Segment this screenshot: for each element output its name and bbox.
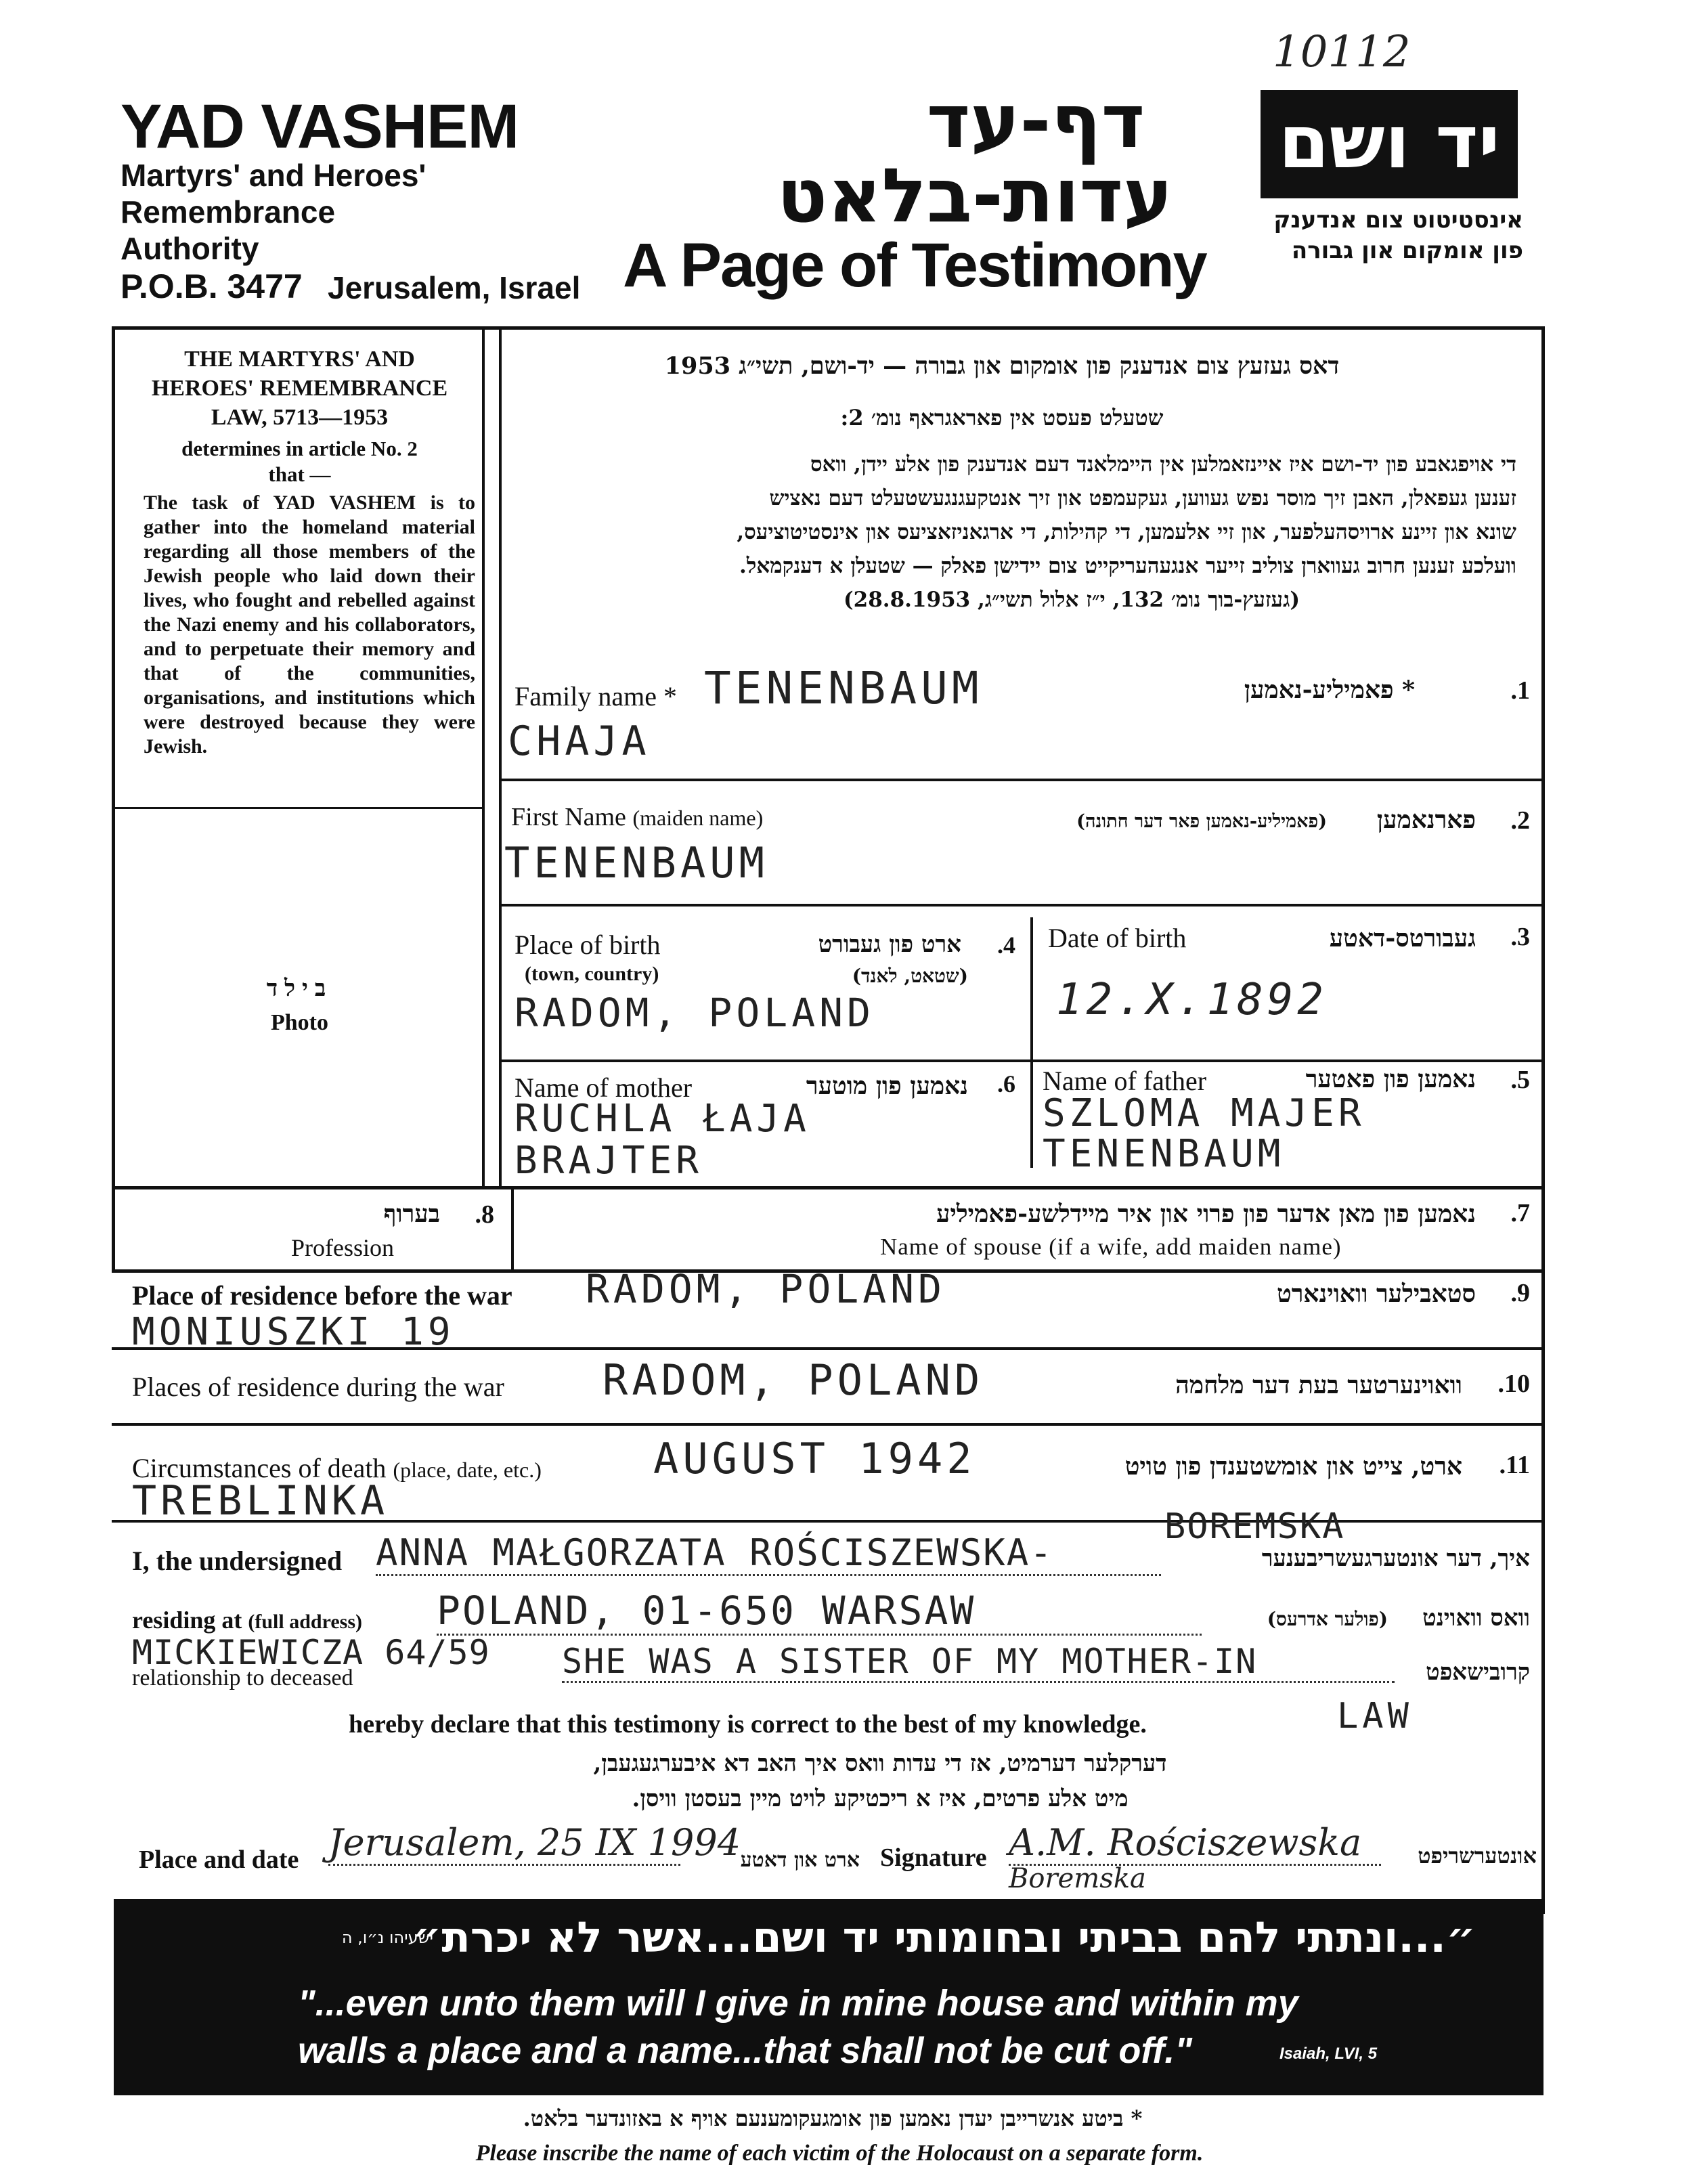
footer-yiddish: * ביטע אנשרייבן יעדן נאמען פון אומגעקומענעם אויף א באזונדער בלאט. [523, 2105, 1143, 2131]
yiddish-law-7: (געזעץ-בוך נומ׳ 132, י״ז אלול תשי״ג, 28.8.1953) [844, 588, 1300, 612]
circumstances-yiddish: ארט, צייט און אומשטענדן פון טויט [1124, 1452, 1462, 1481]
field-6-number: .6 [997, 1070, 1015, 1097]
signature-yiddish: אונטערשריפט [1418, 1843, 1537, 1869]
father-name-label: Name of father [1043, 1066, 1207, 1096]
field-5-number: .5 [1510, 1066, 1530, 1094]
row-line-1 [499, 779, 1543, 781]
field-7-number: .7 [1510, 1199, 1530, 1227]
field-3-number: .3 [1510, 923, 1530, 951]
circumstances-value-2[interactable]: TREBLINKA [132, 1477, 389, 1525]
first-name-label-note: (maiden name) [632, 806, 764, 830]
law-box-right [482, 326, 485, 1186]
residing-label-note: (full address) [248, 1611, 362, 1633]
date-of-birth-label: Date of birth [1048, 923, 1187, 953]
row-line-7 [112, 1423, 1543, 1426]
form-right-border [1541, 326, 1545, 1914]
circumstances-label-text: Circumstances of death [132, 1453, 387, 1483]
law-heading-2: HEROES' REMEMBRANCE [151, 376, 448, 401]
form-left-border [112, 326, 115, 1186]
residence-before-war-yiddish: סטאבילער וואוינארט [1277, 1280, 1476, 1308]
relationship-yiddish: קרובישאפט [1426, 1659, 1530, 1686]
yiddish-law-4: זענען געפאלן, האבן זיך מוסר נפש געווען, געקעמפט און זיך אנטקעגנגעשטעלט דעם נאציש [769, 486, 1516, 510]
date-of-birth-yiddish: געבורטס-דאטע [1329, 924, 1476, 953]
residence-before-war-value[interactable]: RADOM, POLAND [586, 1266, 946, 1312]
undersigned-value-2[interactable]: BOREMSKA [1164, 1506, 1345, 1547]
father-name-value-2[interactable]: TENENBAUM [1043, 1132, 1285, 1176]
mother-name-yiddish: נאמען פון מוטער [806, 1072, 968, 1100]
photo-label: Photo [271, 1010, 328, 1035]
banner-hebrew-ref: ישעיהו נ״ו, ה [341, 1928, 433, 1947]
first-name-label-text: First Name [511, 803, 626, 831]
first-name-label [511, 802, 763, 832]
declaration-yiddish-1: דערקלער דערמיט, אז די עדות וואס איך האב דא איבערגעגעבן, [593, 1750, 1167, 1777]
banner-english-ref: Isaiah, LVI, 5 [1279, 2045, 1378, 2063]
place-date-label: Place and date [139, 1846, 299, 1874]
page-title: A Page of Testimony [623, 231, 1206, 300]
residing-yiddish: וואס וואוינט [1422, 1604, 1530, 1632]
field-4-number: .4 [997, 932, 1015, 959]
logo-text: יד ושם [1278, 100, 1500, 185]
banner-english-2: walls a place and a name...that shall not be cut off." [298, 2030, 1192, 2071]
law-heading-5: that — [268, 462, 331, 486]
residing-value[interactable]: POLAND, 01-650 WARSAW [437, 1588, 1202, 1636]
first-name-value[interactable]: TENENBAUM [504, 838, 768, 888]
institute-line-2: פון אומקום און גבורה [1291, 237, 1523, 264]
yiddish-law-3: די אויפגאבע פון יד-ושם איז איינזאמלען אין היימלאנד דעם אנדענק פון אלע יידן, וואס [810, 452, 1516, 477]
col-line-3-4 [1030, 917, 1033, 1168]
residence-before-war-label: Place of residence before the war [132, 1280, 512, 1311]
field-1-number: .1 [1510, 676, 1530, 705]
residing-label [132, 1606, 362, 1634]
mother-name-value[interactable]: RUCHLA ŁAJA [514, 1097, 810, 1141]
yiddish-title-2: עדות-בלאט [776, 152, 1173, 239]
family-name-label-text: Family name [514, 681, 657, 712]
row-line-4 [112, 1186, 1543, 1189]
law-heading-4: determines in article No. 2 [181, 437, 418, 460]
field-9-number: .9 [1510, 1279, 1530, 1307]
yiddish-law-5: שונא און זיינע ארויסהעלפער, און זיי אלעמען, די קהילות, די ארגאניזאציעס און אינסטיטוציעס, [737, 520, 1516, 544]
field-8-number: .8 [475, 1200, 494, 1229]
institute-line-1: אינסטיטוט צום אנדענק [1273, 206, 1523, 234]
place-of-birth-yiddish: ארט פון געבורט [818, 931, 961, 958]
left-border-lower [112, 1186, 115, 1273]
mother-name-label: Name of mother [514, 1072, 693, 1103]
place-of-birth-label: Place of birth [514, 930, 661, 960]
profession-label: Profession [291, 1234, 394, 1261]
law-box-bottom [112, 807, 484, 809]
yiddish-title-1: דף-עד [926, 78, 1145, 165]
place-date-value[interactable]: Jerusalem, 25 IX 1994 [328, 1821, 680, 1866]
yiddish-law-2: שטעלט פעסט אין פאראגראף נומ׳ 2: [840, 405, 1164, 431]
org-subtitle-3: Authority [121, 231, 259, 266]
relationship-value-2[interactable]: LAW [1337, 1696, 1413, 1737]
place-of-birth-value[interactable]: RADOM, POLAND [514, 990, 875, 1036]
undersigned-yiddish: איך, דער אונטערגעשריבענער [1261, 1545, 1530, 1572]
yiddish-law-1: דאס געזעץ צום אנדענק פון אומקום און גבורה — יד-ושם, תשי״ג 1953 [664, 352, 1340, 380]
law-text: The task of YAD VASHEM is to gather into the homeland material regarding all those members of the Jewish people who laid down their lives, who fought and rebelled against the Nazi enemy and his collaborators, and to perpetuate their memory and that of the communities, organisations, and institutions which were destroyed because they were Jewish. [144, 492, 475, 758]
family-name-star: * [663, 681, 677, 712]
first-name-yiddish: פארנאמען [1376, 806, 1476, 834]
father-name-yiddish: נאמען פון פאטער [1305, 1065, 1476, 1093]
residence-before-war-value-2[interactable]: MONIUSZKI 19 [132, 1310, 455, 1354]
form-top-border [112, 326, 1543, 330]
org-title: YAD VASHEM [121, 92, 519, 161]
law-heading-1: THE MARTYRS' AND [184, 347, 415, 372]
residing-yiddish-note: (פולער אדרעס) [1267, 1608, 1388, 1630]
banner-english-1: "...even unto them will I give in mine house and within my [298, 1983, 1298, 2024]
field-11-number: .11 [1499, 1451, 1530, 1479]
father-name-value[interactable]: SZLOMA MAJER [1043, 1091, 1365, 1135]
footer-english: Please inscribe the name of each victim of the Holocaust on a separate form. [475, 2141, 1204, 2166]
field-10-number: .10 [1497, 1370, 1530, 1398]
family-name-yiddish: * פאמיליע-נאמען [1244, 676, 1415, 704]
circumstances-label-note: (place, date, etc.) [393, 1458, 542, 1482]
signature-label: Signature [880, 1843, 987, 1872]
residing-label-text: residing at [132, 1607, 242, 1634]
place-date-yiddish: ארט און דאטע [740, 1848, 860, 1872]
banner-hebrew: ״...ונתתי להם בביתי ובחומותי יד ושם...אשר לא יכרת״ [412, 1913, 1476, 1962]
org-subtitle-2: Remembrance [121, 194, 336, 230]
spouse-label: Name of spouse (if a wife, add maiden name) [880, 1233, 1342, 1260]
address-line-2[interactable]: MICKIEWICZA 64/59 [132, 1633, 490, 1672]
yiddish-law-6: וועלכע זענען חרוב געווארן צוליב זייער אנגעהעריקייט צום יידישן פאלק — שטעלן א דענקמאל. [739, 554, 1516, 578]
family-name-label [514, 680, 677, 712]
law-heading-3: LAW, 5713—1953 [211, 405, 389, 430]
residence-during-war-label: Places of residence during the war [132, 1372, 504, 1402]
row-line-2 [499, 904, 1543, 907]
row-line-3 [499, 1060, 1543, 1062]
place-of-birth-note: (town, country) [525, 963, 659, 985]
place-of-birth-yiddish-note: (שטאט, לאנד) [852, 965, 968, 987]
mother-name-value-2[interactable]: BRAJTER [514, 1139, 703, 1183]
declaration-yiddish-2: מיט אלע פרטים, איז א ריכטיקע לויט מיין בעסטן וויסן. [632, 1785, 1129, 1812]
family-name-value-2[interactable]: CHAJA [508, 718, 651, 765]
relationship-label: relationship to deceased [132, 1665, 353, 1690]
org-pob: P.O.B. 3477 [121, 267, 303, 305]
undersigned-label: I, the undersigned [132, 1546, 343, 1576]
undersigned-value[interactable]: ANNA MAŁGORZATA ROŚCISZEWSKA- [376, 1531, 1161, 1576]
family-name-value[interactable]: TENENBAUM [704, 662, 983, 714]
org-subtitle-1: Martyrs' and Heroes' [121, 158, 426, 193]
relationship-value[interactable]: SHE WAS A SISTER OF MY MOTHER-IN [562, 1642, 1395, 1683]
profession-yiddish: בערוף [383, 1200, 440, 1228]
residence-during-war-yiddish: וואוינערטער בעת דער מלחמה [1175, 1371, 1462, 1399]
signature-value[interactable]: A.M. Rościszewska [1009, 1821, 1381, 1866]
circumstances-value[interactable]: AUGUST 1942 [653, 1434, 976, 1483]
org-city: Jerusalem, Israel [328, 270, 581, 305]
residence-during-war-value[interactable]: RADOM, POLAND [603, 1355, 984, 1405]
spouse-yiddish: נאמען פון מאן אדער פון פרוי און איר מיידלשע-פאמיליע [936, 1200, 1476, 1228]
main-box-left [499, 326, 502, 1186]
declaration-english: hereby declare that this testimony is correct to the best of my knowledge. [349, 1710, 1147, 1739]
col-line-8 [511, 1186, 514, 1273]
photo-yiddish: בילד [266, 975, 333, 1002]
field-2-number: .2 [1510, 806, 1530, 835]
first-name-yiddish-note: (פאמיליע-נאמען פאר דער חתונה) [1076, 811, 1327, 832]
signature-value-2: Boremska [1009, 1863, 1146, 1894]
date-of-birth-value[interactable]: 12.X.1892 [1056, 975, 1328, 1025]
document-number: 10112 [1273, 27, 1411, 77]
